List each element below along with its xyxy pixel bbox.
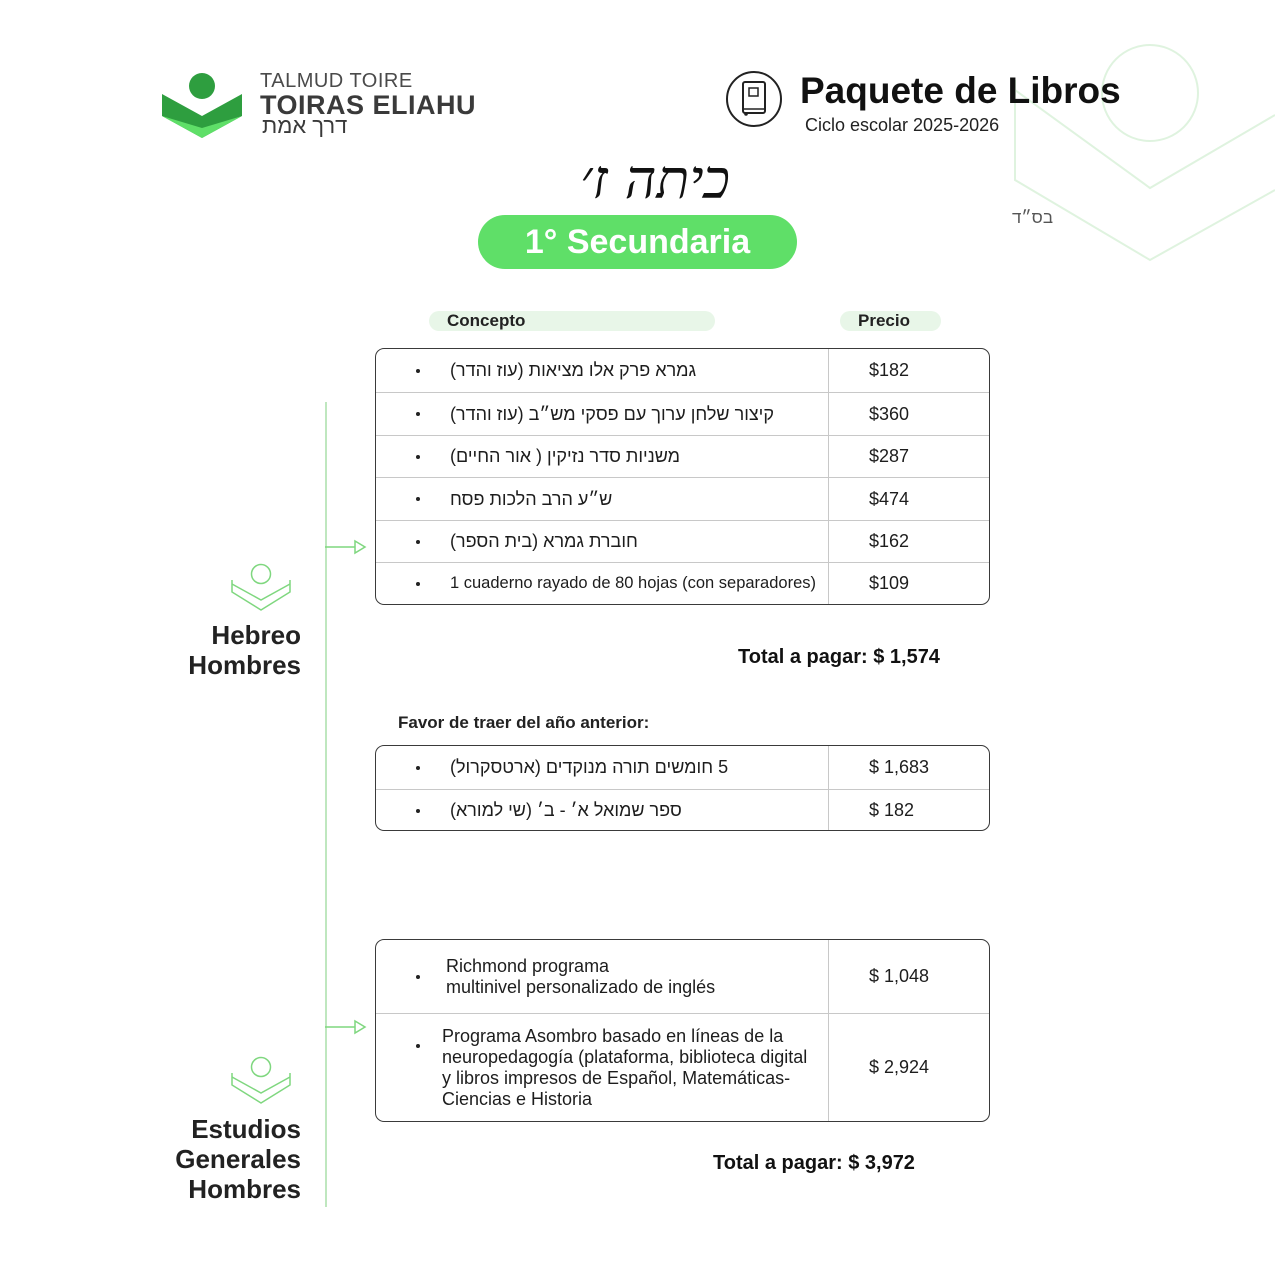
arrow-right-icon — [325, 538, 367, 556]
total-estudios-generales: Total a pagar: $ 3,972 — [713, 1152, 915, 1174]
table-row — [376, 349, 989, 392]
bring-items-table — [375, 745, 990, 831]
item-concept: משניות סדר נזיקין ( אור החיים) — [450, 446, 681, 466]
item-price: $ 1,683 — [869, 757, 930, 777]
section-logo-icon — [230, 1055, 292, 1107]
item-concept: Richmond programa multinivel personalizado de inglés — [446, 955, 716, 997]
total-hebreo: Total a pagar: $ 1,574 — [738, 646, 940, 668]
bullet-icon — [416, 455, 420, 459]
item-concept: ספר שמואל א׳ - ב׳ (שי למורא) — [450, 800, 682, 820]
logo-line-1: TALMUD TOIRE — [260, 70, 413, 92]
item-price: $287 — [869, 446, 910, 466]
hebreo-items-table — [375, 348, 990, 605]
page-title: Paquete de Libros — [800, 70, 1121, 111]
item-concept: חוברת גמרא (בית הספר) — [450, 531, 638, 551]
item-concept: קיצור שלחן ערוך עם פסקי מש״ב (עוז והדר) — [450, 403, 774, 424]
section-logo-icon — [230, 562, 292, 614]
item-concept: 1 cuaderno rayado de 80 hojas (con separadores) — [450, 574, 816, 592]
table-row — [376, 520, 989, 562]
section-title-hebreo: Hebreo Hombres — [188, 620, 301, 680]
bring-from-last-year-note: Favor de traer del año anterior: — [398, 713, 650, 732]
table-row — [376, 1013, 989, 1121]
bullet-icon — [416, 809, 420, 813]
estudios-generales-items-table — [375, 939, 990, 1122]
grade-hebrew: כיתה ז׳ — [580, 148, 730, 211]
column-header-price: Precio — [840, 311, 941, 331]
bullet-icon — [416, 540, 420, 544]
item-price: $162 — [869, 531, 910, 551]
item-price: $474 — [869, 488, 910, 509]
item-price: $ 182 — [869, 800, 915, 820]
grade-badge: 1° Secundaria — [478, 215, 797, 269]
item-price: $ 1,048 — [869, 966, 930, 986]
column-header-concept: Concepto — [429, 311, 715, 331]
bullet-icon — [416, 412, 420, 416]
bullet-icon — [416, 975, 420, 979]
bullet-icon — [416, 1044, 420, 1048]
table-row — [376, 392, 989, 435]
table-row — [376, 435, 989, 477]
table-row — [376, 746, 989, 789]
item-concept: גמרא פרק אלו מציאות (עוז והדר) — [450, 360, 697, 380]
bullet-icon — [416, 766, 420, 770]
section-title-estudios-generales: Estudios Generales Hombres — [175, 1114, 301, 1204]
item-price: $109 — [869, 573, 910, 593]
table-row — [376, 562, 989, 604]
item-price: $360 — [869, 403, 910, 424]
item-price: $ 2,924 — [869, 1057, 930, 1077]
school-logo-icon — [160, 72, 245, 140]
logo-line-3: דרך אמת — [262, 113, 348, 138]
item-concept: ש״ע הרב הלכות פסח — [450, 488, 613, 509]
item-concept: Programa Asombro basado en líneas de la neuropedagogía (plataforma, biblioteca digital y libros impresos de Español, Matemáticas- Ciencias e Historia — [442, 1026, 808, 1109]
table-row — [376, 940, 989, 1013]
bullet-icon — [416, 497, 420, 501]
table-row — [376, 789, 989, 831]
item-price: $182 — [869, 360, 910, 380]
bullet-icon — [416, 369, 420, 373]
item-concept: 5 חומשים תורה מנוקדים (ארטסקרול) — [450, 757, 729, 777]
bullet-icon — [416, 582, 420, 586]
timeline-line — [325, 402, 327, 1207]
arrow-right-icon — [325, 1018, 367, 1036]
table-row — [376, 477, 989, 520]
bsd-mark: בס״ד — [1012, 208, 1053, 227]
book-icon — [725, 70, 783, 128]
page-subtitle: Ciclo escolar 2025-2026 — [805, 115, 1000, 135]
logo-line-2: TOIRAS ELIAHU — [260, 90, 477, 120]
